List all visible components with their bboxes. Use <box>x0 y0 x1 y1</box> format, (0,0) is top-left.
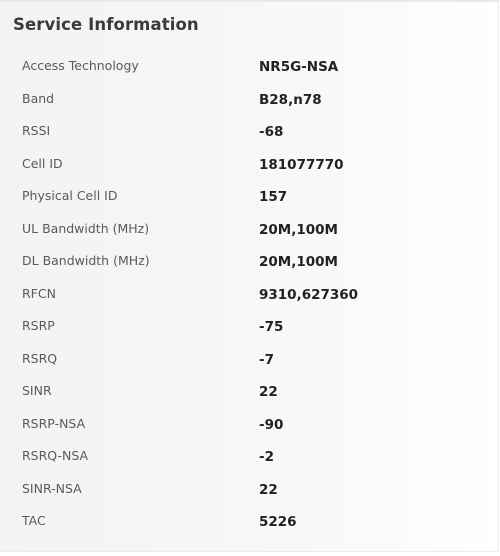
info-label: SINR <box>22 383 52 398</box>
info-value: 22 <box>259 481 278 498</box>
info-label: RSRP <box>22 318 55 333</box>
info-row-rsrq-nsa <box>0 442 498 475</box>
info-row-band <box>0 85 498 118</box>
info-row-access-technology <box>0 52 498 85</box>
panel-top-divider <box>0 0 498 2</box>
info-row-rfcn <box>0 280 498 313</box>
info-value: B28,n78 <box>259 91 322 108</box>
info-label: DL Bandwidth (MHz) <box>22 253 150 268</box>
info-label: RSRQ <box>22 350 58 366</box>
info-row-rsrq <box>0 345 498 378</box>
info-value: 157 <box>259 189 288 205</box>
info-value: -90 <box>259 416 284 433</box>
info-label: UL Bandwidth (MHz) <box>22 220 150 236</box>
info-value: -68 <box>259 124 284 140</box>
info-value: -2 <box>259 449 274 465</box>
panel-title: Service Information <box>13 15 199 34</box>
info-row-physical-cell-id <box>0 182 498 215</box>
info-label: TAC <box>22 513 46 528</box>
info-value: 9310,627360 <box>259 286 359 303</box>
info-value: 20M,100M <box>259 221 338 238</box>
info-row-ul-bandwidth <box>0 215 498 248</box>
info-value: 5226 <box>259 514 297 530</box>
info-row-cell-id <box>0 150 498 183</box>
info-row-sinr <box>0 377 498 410</box>
info-value: 20M,100M <box>259 254 338 270</box>
info-label: RFCN <box>22 285 56 301</box>
info-row-rsrp <box>0 312 498 345</box>
info-label: SINR-NSA <box>22 480 82 496</box>
info-value: -7 <box>259 351 274 368</box>
service-info-list <box>0 52 498 540</box>
info-label: RSRP-NSA <box>22 415 86 431</box>
info-label: Access Technology <box>22 58 139 73</box>
info-row-rsrp-nsa <box>0 410 498 443</box>
info-label: Physical Cell ID <box>22 188 118 203</box>
info-row-dl-bandwidth <box>0 247 498 280</box>
info-value: NR5G-NSA <box>259 59 339 75</box>
info-row-sinr-nsa <box>0 475 498 508</box>
info-value: 22 <box>259 384 278 400</box>
info-row-tac <box>0 507 498 540</box>
info-value: 181077770 <box>259 156 344 173</box>
info-value: -75 <box>259 319 284 335</box>
info-label: Band <box>22 90 55 106</box>
info-label: RSSI <box>22 123 51 138</box>
info-row-rssi <box>0 117 498 150</box>
info-label: RSRQ-NSA <box>22 448 89 463</box>
info-label: Cell ID <box>22 155 63 171</box>
